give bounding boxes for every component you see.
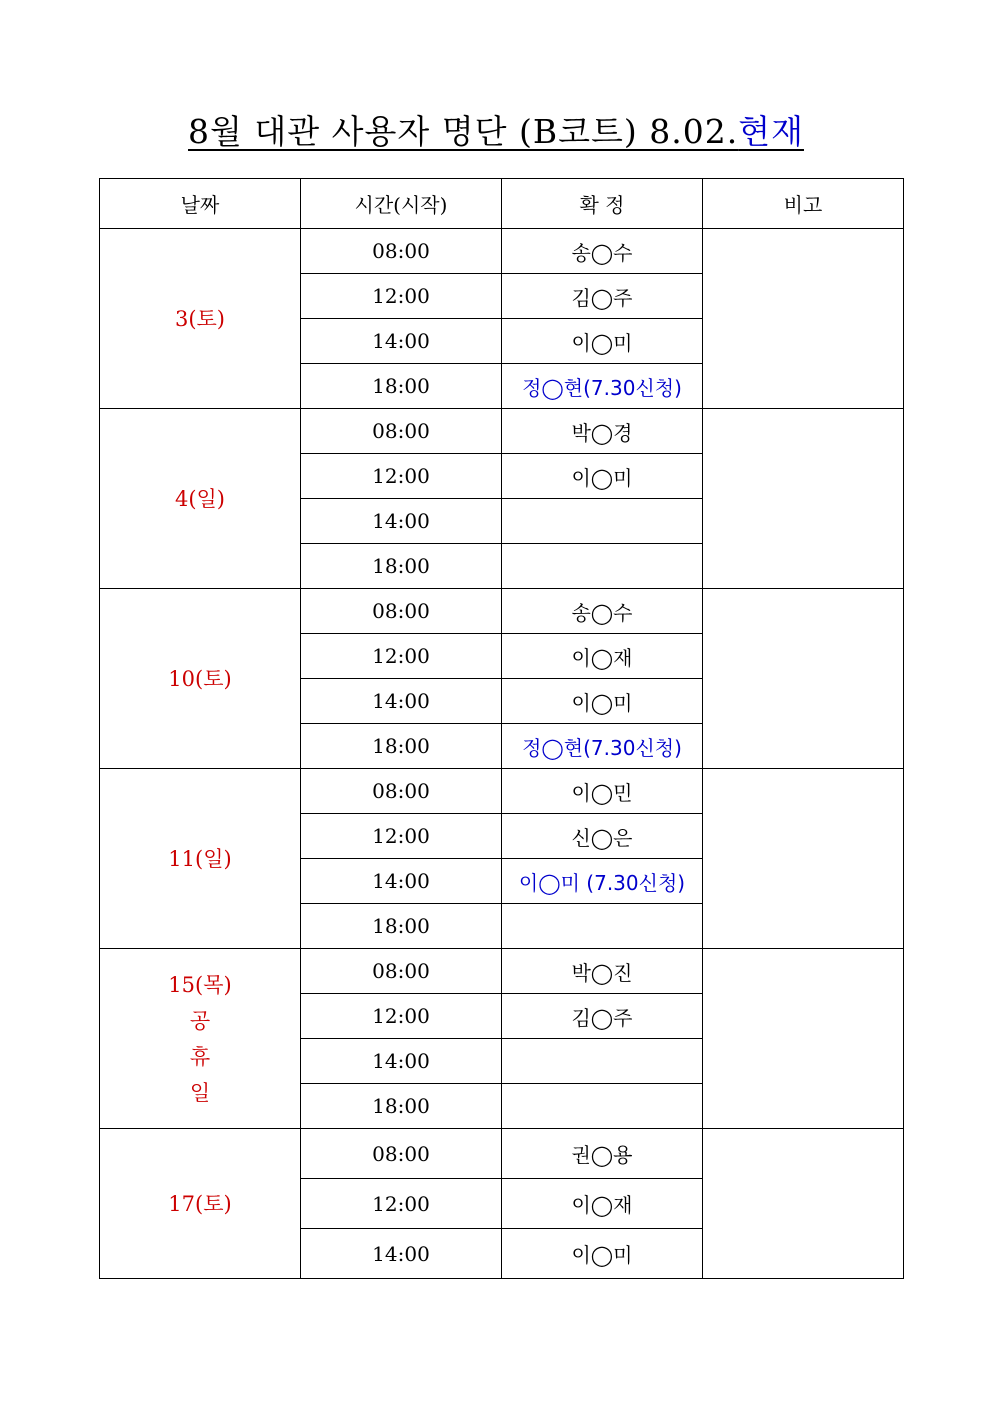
time-cell: 14:00: [301, 319, 502, 364]
confirmed-name-cell: 김◯주: [502, 994, 703, 1039]
title-text: [188, 108, 804, 156]
table-row: [100, 409, 904, 454]
confirmed-name-cell: 박◯경: [502, 409, 703, 454]
header-date: 날짜: [100, 179, 301, 229]
date-text: 10(토): [168, 666, 232, 691]
confirmed-name-cell: [502, 1039, 703, 1084]
confirmed-name-cell: 이◯재: [502, 634, 703, 679]
table-row: [100, 229, 904, 274]
date-cell: [100, 409, 301, 589]
time-cell: 12:00: [301, 1179, 502, 1229]
header-time: 시간(시작): [301, 179, 502, 229]
time-cell: 12:00: [301, 454, 502, 499]
date-cell: [100, 769, 301, 949]
confirmed-name-cell: [502, 904, 703, 949]
date-text: 11(일): [168, 846, 232, 871]
time-cell: 14:00: [301, 1039, 502, 1084]
confirmed-name-cell: 김◯주: [502, 274, 703, 319]
time-cell: 18:00: [301, 724, 502, 769]
confirmed-name-cell: 이◯민: [502, 769, 703, 814]
date-text: 공: [189, 1008, 211, 1033]
date-text: 15(목): [168, 972, 232, 997]
time-cell: 12:00: [301, 994, 502, 1039]
time-cell: 18:00: [301, 904, 502, 949]
table-row: [100, 589, 904, 634]
confirmed-name-cell: 송◯수: [502, 589, 703, 634]
confirmed-name-cell: 정◯현(7.30신청): [502, 724, 703, 769]
confirmed-name-cell: 송◯수: [502, 229, 703, 274]
time-cell: 14:00: [301, 859, 502, 904]
header-confirmed: 확 정: [502, 179, 703, 229]
time-cell: 08:00: [301, 589, 502, 634]
confirmed-name-cell: 이◯미: [502, 679, 703, 724]
confirmed-name-cell: 권◯용: [502, 1129, 703, 1179]
remarks-cell: [703, 769, 904, 949]
schedule-body: [100, 229, 904, 1279]
confirmed-name-cell: [502, 1084, 703, 1129]
time-cell: 08:00: [301, 949, 502, 994]
time-cell: 08:00: [301, 409, 502, 454]
confirmed-name-cell: 정◯현(7.30신청): [502, 364, 703, 409]
time-cell: 08:00: [301, 769, 502, 814]
remarks-cell: [703, 949, 904, 1129]
confirmed-name-cell: 이◯미 (7.30신청): [502, 859, 703, 904]
date-cell: [100, 949, 301, 1129]
time-cell: 14:00: [301, 679, 502, 724]
time-cell: 18:00: [301, 364, 502, 409]
header-remarks: 비고: [703, 179, 904, 229]
time-cell: 14:00: [301, 1229, 502, 1279]
confirmed-name-cell: 이◯미: [502, 454, 703, 499]
time-cell: 12:00: [301, 814, 502, 859]
date-text: 휴: [189, 1044, 211, 1069]
time-cell: 08:00: [301, 1129, 502, 1179]
confirmed-name-cell: 박◯진: [502, 949, 703, 994]
title-accent: 현재: [738, 112, 804, 151]
time-cell: 12:00: [301, 634, 502, 679]
table-row: [100, 949, 904, 994]
date-cell: [100, 589, 301, 769]
title-main: 8월 대관 사용자 명단 (B코트) 8.02.: [188, 112, 739, 151]
confirmed-name-cell: [502, 499, 703, 544]
time-cell: 18:00: [301, 1084, 502, 1129]
confirmed-name-cell: [502, 544, 703, 589]
remarks-cell: [703, 589, 904, 769]
table-row: [100, 769, 904, 814]
header-row: [100, 179, 904, 229]
time-cell: 14:00: [301, 499, 502, 544]
confirmed-name-cell: 이◯미: [502, 319, 703, 364]
remarks-cell: [703, 229, 904, 409]
date-cell: [100, 229, 301, 409]
confirmed-name-cell: 신◯은: [502, 814, 703, 859]
time-cell: 18:00: [301, 544, 502, 589]
time-cell: 12:00: [301, 274, 502, 319]
remarks-cell: [703, 409, 904, 589]
date-text: 일: [189, 1080, 211, 1105]
date-text: 17(토): [168, 1191, 232, 1216]
remarks-cell: [703, 1129, 904, 1279]
schedule-table: [99, 178, 904, 1279]
table-row: [100, 1129, 904, 1179]
time-cell: 08:00: [301, 229, 502, 274]
confirmed-name-cell: 이◯미: [502, 1229, 703, 1279]
date-text: 3(토): [174, 306, 226, 331]
page-title: [0, 108, 992, 156]
date-text: 4(일): [174, 486, 226, 511]
confirmed-name-cell: 이◯재: [502, 1179, 703, 1229]
date-cell: [100, 1129, 301, 1279]
